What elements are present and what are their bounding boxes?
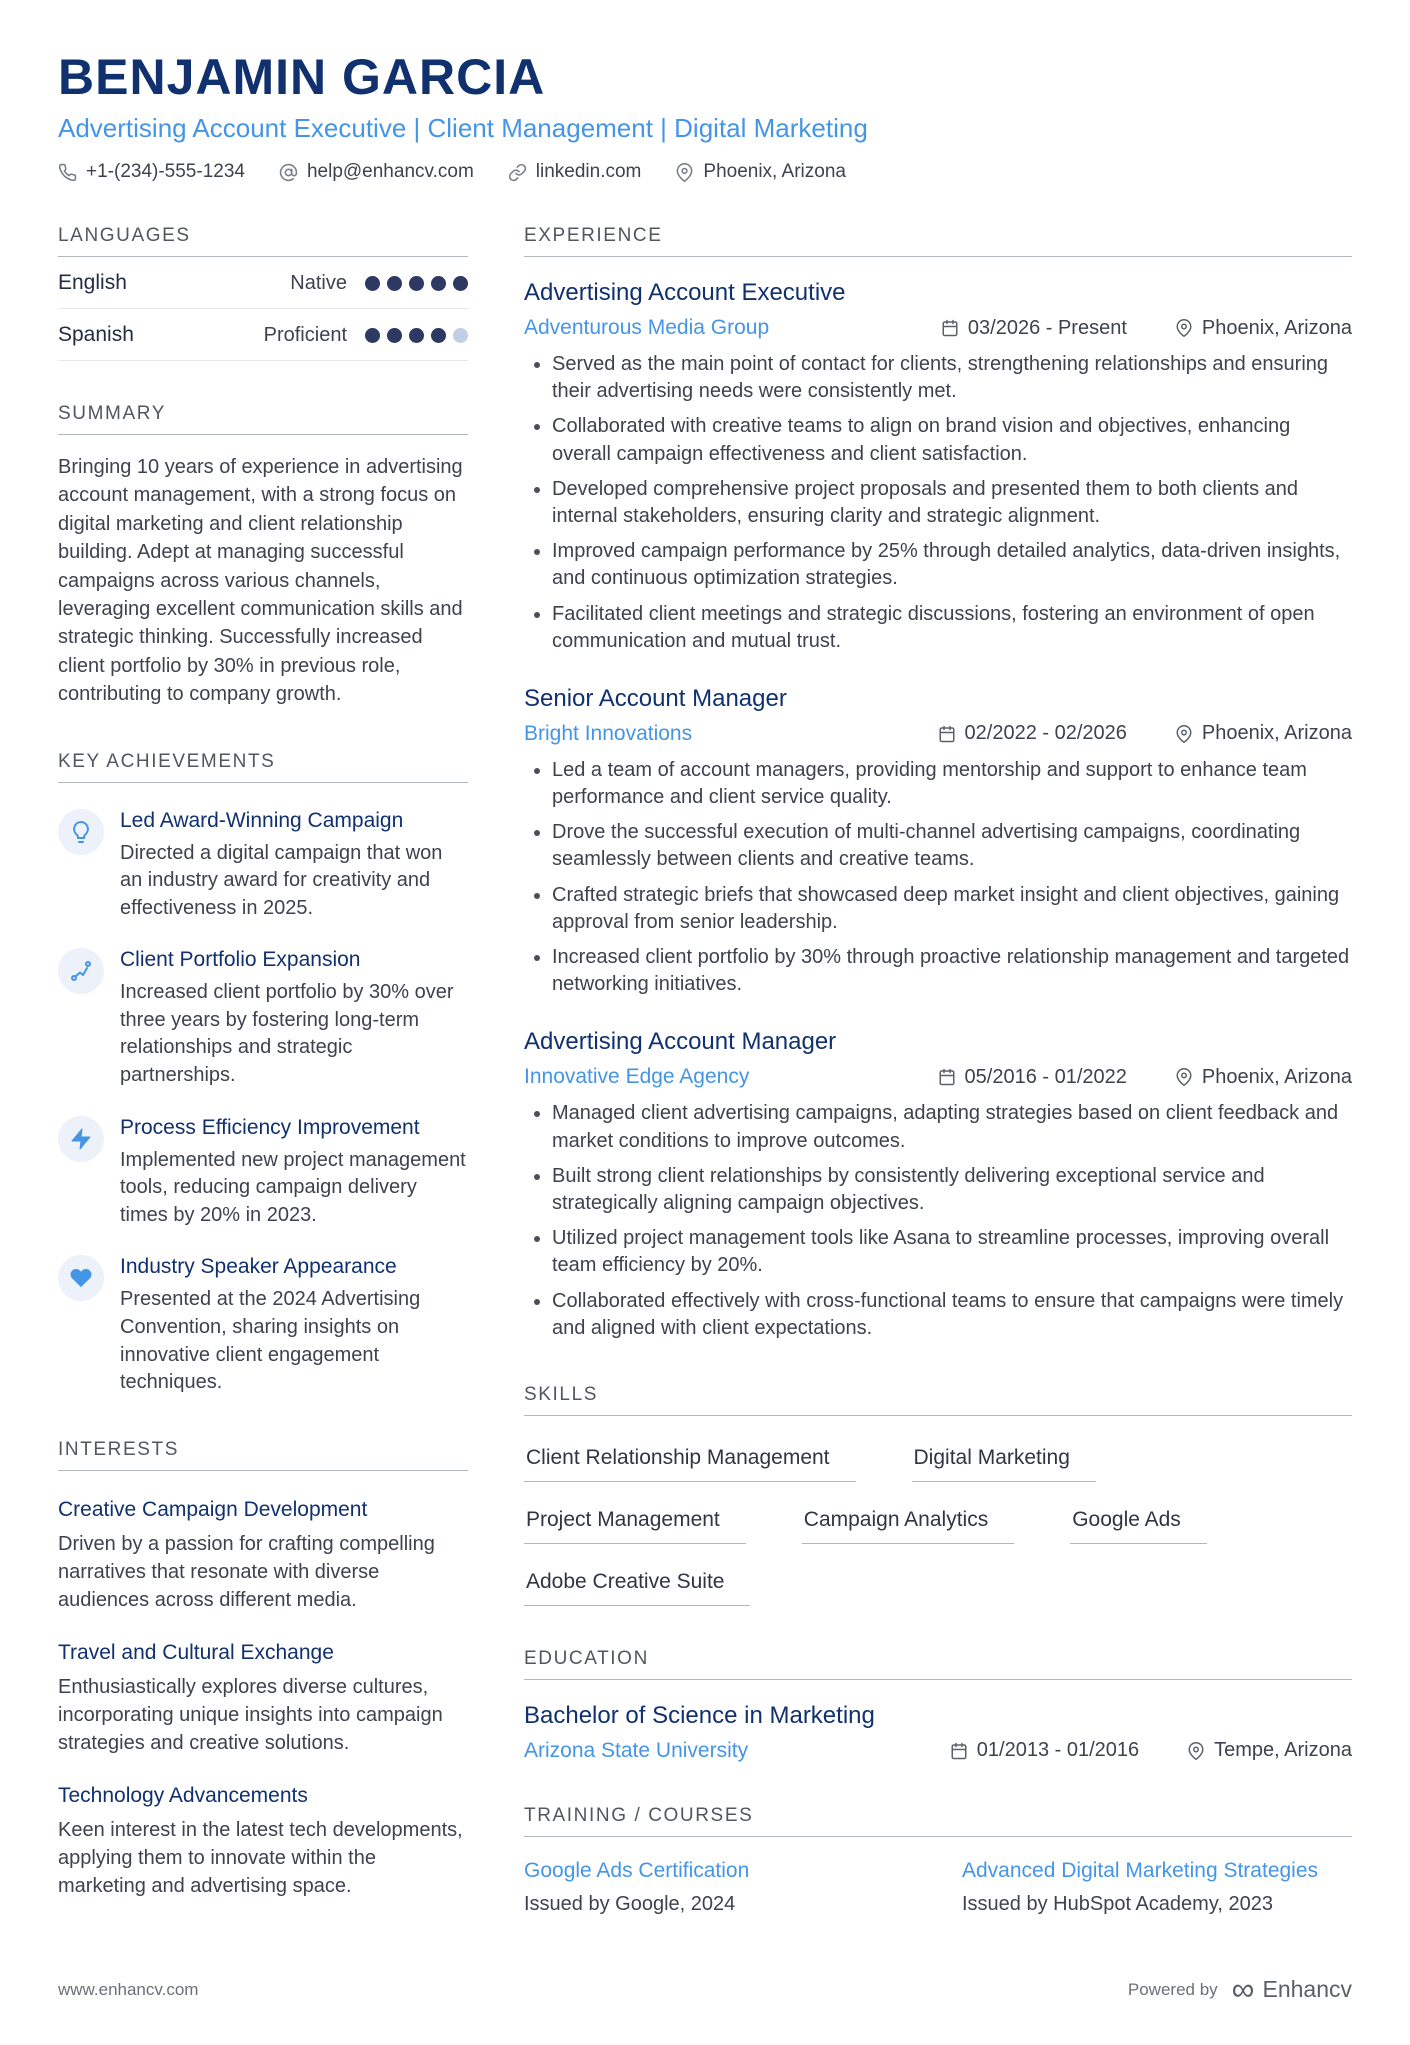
- job-bullets: [524, 757, 1352, 999]
- education-dates: [950, 1739, 1139, 1762]
- powered-by-label: Powered by: [1127, 1979, 1218, 1999]
- enhancv-logo-icon: ∞: [1231, 1970, 1255, 2007]
- achievement-text: Presented at the 2024 Advertising Convention, sharing insights on innovative client engagement techniques.: [120, 1288, 421, 1394]
- achievement-body: [120, 948, 468, 1089]
- course-issuer: Issued by Google, 2024: [524, 1893, 736, 1916]
- interest-title: Travel and Cultural Exchange: [58, 1640, 334, 1664]
- courses-section: [524, 1805, 1352, 1916]
- course-issuer: Issued by HubSpot Academy, 2023: [962, 1893, 1273, 1916]
- skill-item: Adobe Creative Suite: [524, 1570, 750, 1606]
- contact-phone-text: +1-(234)-555-1234: [86, 161, 245, 182]
- bullet-item: • Built strong client relationships by consistently delivering exceptional service and strategically aligning campaign objectives.: [552, 1163, 1352, 1217]
- language-level: Native: [290, 271, 347, 294]
- interest-text: Enthusiastically explores diverse cultures, incorporating unique insights into campaign strategies and creative solutions.: [58, 1675, 443, 1754]
- footer-site-url: www.enhancv.com: [58, 1979, 199, 1999]
- job-location: [1175, 317, 1352, 340]
- calendar-icon: [938, 725, 956, 743]
- course-item: [524, 1857, 914, 1916]
- achievement-title: Client Portfolio Expansion: [120, 948, 361, 972]
- summary-section: [58, 403, 468, 709]
- dot-filled: [431, 276, 446, 291]
- section-heading-summary: SUMMARY: [58, 403, 468, 435]
- education-section: [524, 1648, 1352, 1763]
- section-heading-languages: LANGUAGES: [58, 225, 468, 257]
- job-meta: [524, 316, 1352, 340]
- education-dates-text: 01/2013 - 01/2016: [976, 1739, 1140, 1762]
- achievement-item: [58, 1116, 468, 1230]
- section-heading-achievements: KEY ACHIEVEMENTS: [58, 751, 468, 783]
- language-name: Spanish: [58, 323, 134, 346]
- interest-title: Creative Campaign Development: [58, 1497, 368, 1521]
- job-dates-text: 02/2022 - 02/2026: [964, 722, 1127, 745]
- section-heading-courses: TRAINING / COURSES: [524, 1805, 1352, 1837]
- job-title: Senior Account Manager: [524, 684, 787, 712]
- language-level: Proficient: [263, 323, 347, 346]
- education-entry: [524, 1702, 1352, 1763]
- link-icon: [508, 163, 527, 182]
- interests-section: [58, 1439, 468, 1900]
- bullet-item: • Led a team of account managers, providing mentorship and support to enhance team performance and client service quality.: [552, 757, 1352, 811]
- enhancv-brand-name: Enhancv: [1262, 1976, 1352, 2003]
- bullet-item: • Utilized project management tools like Asana to streamline processes, improving overall team efficiency by 20%.: [552, 1225, 1352, 1279]
- interest-item: [58, 1498, 468, 1614]
- dot-filled: [409, 328, 424, 343]
- right-column: [524, 225, 1352, 1916]
- interest-item: [58, 1641, 468, 1757]
- interest-text: Keen interest in the latest tech developments, applying them to innovate within the marketing and advertising space.: [58, 1818, 463, 1897]
- columns: [58, 225, 1352, 1916]
- interest-text: Driven by a passion for crafting compelling narratives that resonate with diverse audiences across different media.: [58, 1532, 435, 1611]
- skill-item: Campaign Analytics: [802, 1508, 1014, 1544]
- dot-filled: [387, 276, 402, 291]
- achievement-title: Led Award-Winning Campaign: [120, 808, 404, 832]
- experience-section: [524, 225, 1352, 1342]
- calendar-icon: [950, 1742, 968, 1760]
- bullet-item: • Crafted strategic briefs that showcased deep market insight and client objectives, gaining approval from senior leadership.: [552, 882, 1352, 936]
- skill-item: Client Relationship Management: [524, 1446, 856, 1482]
- job-meta: [524, 722, 1352, 746]
- contact-link-text: linkedin.com: [535, 161, 642, 182]
- achievement-item: [58, 948, 468, 1089]
- achievement-title: Industry Speaker Appearance: [120, 1255, 397, 1279]
- job-dates: [941, 317, 1127, 340]
- job-company: Adventurous Media Group: [524, 316, 770, 339]
- dot-filled: [409, 276, 424, 291]
- dot-filled: [431, 328, 446, 343]
- job-company: Bright Innovations: [524, 721, 693, 745]
- bullet-item: • Served as the main point of contact for clients, strengthening relationships and ensuring their advertising needs were consistently met.: [552, 351, 1352, 405]
- job-title: Advertising Account Executive: [524, 279, 846, 306]
- powered-by: [1127, 1970, 1352, 2007]
- course-title: Advanced Digital Marketing Strategies: [962, 1858, 1319, 1882]
- job-entry: [524, 1028, 1352, 1342]
- person-name: BENJAMIN GARCIA: [58, 49, 546, 105]
- dot-filled: [453, 276, 468, 291]
- calendar-icon: [941, 319, 959, 337]
- left-column: [58, 225, 468, 1916]
- interest-item: [58, 1784, 468, 1900]
- school-name: Arizona State University: [524, 1738, 749, 1762]
- at-icon: [279, 163, 298, 182]
- pin-icon: [1175, 725, 1193, 743]
- contact-link[interactable]: [508, 161, 642, 183]
- language-dots: [365, 328, 468, 343]
- skill-item: Google Ads: [1070, 1508, 1207, 1544]
- contact-email-text: help@enhancv.com: [306, 161, 474, 182]
- dot-filled: [387, 328, 402, 343]
- bullet-item: • Developed comprehensive project proposals and presented them to both clients and internal stakeholders, ensuring clarity and strategic alignment.: [552, 476, 1352, 530]
- education-location: [1187, 1739, 1352, 1762]
- job-dates: [938, 1066, 1127, 1089]
- headline: Advertising Account Executive | Client Management | Digital Marketing: [58, 113, 868, 143]
- dot-filled: [365, 276, 380, 291]
- job-company: Innovative Edge Agency: [524, 1065, 750, 1089]
- calendar-icon: [938, 1068, 956, 1086]
- bullet-item: • Increased client portfolio by 30% through proactive relationship management and targeted networking initiatives.: [552, 944, 1352, 998]
- education-location-text: Tempe, Arizona: [1214, 1739, 1352, 1762]
- job-location: [1175, 722, 1352, 745]
- bullet-item: • Managed client advertising campaigns, adapting strategies based on client feedback and market conditions to improve outcomes.: [552, 1100, 1352, 1154]
- achievement-item: [58, 1255, 468, 1396]
- achievement-text: Increased client portfolio by 30% over three years by fostering long-term relationships and strategic partnerships.: [120, 981, 454, 1087]
- section-heading-skills: SKILLS: [524, 1384, 1352, 1416]
- pin-icon: [1187, 1742, 1205, 1760]
- job-entry: [524, 279, 1352, 655]
- job-dates-text: 03/2026 - Present: [967, 316, 1127, 339]
- achievement-text: Directed a digital campaign that won an industry award for creativity and effectiveness in 2025.: [120, 841, 443, 919]
- job-dates: [938, 722, 1127, 745]
- job-entry: [524, 685, 1352, 999]
- achievement-text: Implemented new project management tools, reducing campaign delivery times by 20% in 2023.: [120, 1148, 466, 1226]
- language-row: [58, 257, 468, 309]
- achievement-title: Process Efficiency Improvement: [120, 1115, 420, 1139]
- route-icon: [58, 948, 104, 994]
- contact-email[interactable]: [279, 161, 474, 183]
- heart-icon: [58, 1255, 104, 1301]
- achievement-body: [120, 1116, 468, 1230]
- job-location-text: Phoenix, Arizona: [1201, 1065, 1352, 1088]
- pin-icon: [675, 163, 694, 182]
- achievement-body: [120, 809, 468, 923]
- section-heading-interests: INTERESTS: [58, 1439, 468, 1471]
- phone-icon: [58, 163, 77, 182]
- interest-title: Technology Advancements: [58, 1783, 308, 1807]
- achievements-section: [58, 751, 468, 1397]
- enhancv-brand: [1231, 1970, 1352, 2007]
- bullet-item: • Facilitated client meetings and strategic discussions, fostering an environment of open communication and mutual trust.: [552, 601, 1352, 655]
- contact-row: [58, 161, 1352, 183]
- job-meta: [524, 1065, 1352, 1089]
- lightbulb-icon: [58, 809, 104, 855]
- summary-text: Bringing 10 years of experience in advertising account management, with a strong focus on digital marketing and client relationship building. Adept at managing successful campaigns across various channels, leveraging excellent communication skills and strategic thinking. Successfully increased client portfolio by 30% in previous role, contributing to company growth.: [58, 456, 463, 706]
- pin-icon: [1175, 1068, 1193, 1086]
- bullet-item: • Collaborated effectively with cross-functional teams to ensure that campaigns were timely and aligned with client expectations.: [552, 1288, 1352, 1342]
- job-dates-text: 05/2016 - 01/2022: [964, 1065, 1127, 1088]
- contact-location: [675, 161, 846, 183]
- achievement-body: [120, 1255, 468, 1396]
- job-location-text: Phoenix, Arizona: [1201, 722, 1352, 745]
- courses-grid: [524, 1837, 1352, 1916]
- education-meta: [524, 1739, 1352, 1763]
- skill-item: Project Management: [524, 1508, 746, 1544]
- dot-filled: [365, 328, 380, 343]
- skills-list: [524, 1420, 1352, 1606]
- language-name: English: [58, 271, 127, 294]
- achievement-item: [58, 809, 468, 923]
- lightning-icon: [58, 1116, 104, 1162]
- contact-phone[interactable]: [58, 161, 245, 183]
- page-footer: [58, 1916, 1352, 2007]
- skills-section: [524, 1384, 1352, 1606]
- skill-item: Digital Marketing: [912, 1446, 1096, 1482]
- dot-empty: [453, 328, 468, 343]
- bullet-item: • Collaborated with creative teams to align on brand vision and objectives, enhancing overall campaign effectiveness and client satisfaction.: [552, 413, 1352, 467]
- section-heading-experience: EXPERIENCE: [524, 225, 1352, 257]
- job-bullets: [524, 351, 1352, 655]
- resume-header: [58, 50, 1352, 183]
- job-location: [1175, 1066, 1352, 1089]
- language-dots: [365, 276, 468, 291]
- degree-title: Bachelor of Science in Marketing: [524, 1701, 875, 1729]
- job-bullets: [524, 1100, 1352, 1342]
- section-heading-education: EDUCATION: [524, 1648, 1352, 1680]
- course-title: Google Ads Certification: [524, 1858, 750, 1882]
- pin-icon: [1175, 319, 1193, 337]
- languages-section: [58, 225, 468, 361]
- job-title: Advertising Account Manager: [524, 1028, 837, 1056]
- job-location-text: Phoenix, Arizona: [1201, 316, 1352, 339]
- language-row: [58, 309, 468, 361]
- bullet-item: • Drove the successful execution of multi-channel advertising campaigns, coordinating seamlessly between clients and creative teams.: [552, 819, 1352, 873]
- course-item: [962, 1857, 1352, 1916]
- contact-location-text: Phoenix, Arizona: [703, 161, 846, 182]
- bullet-item: • Improved campaign performance by 25% through detailed analytics, data-driven insights, and continuous optimization strategies.: [552, 538, 1352, 592]
